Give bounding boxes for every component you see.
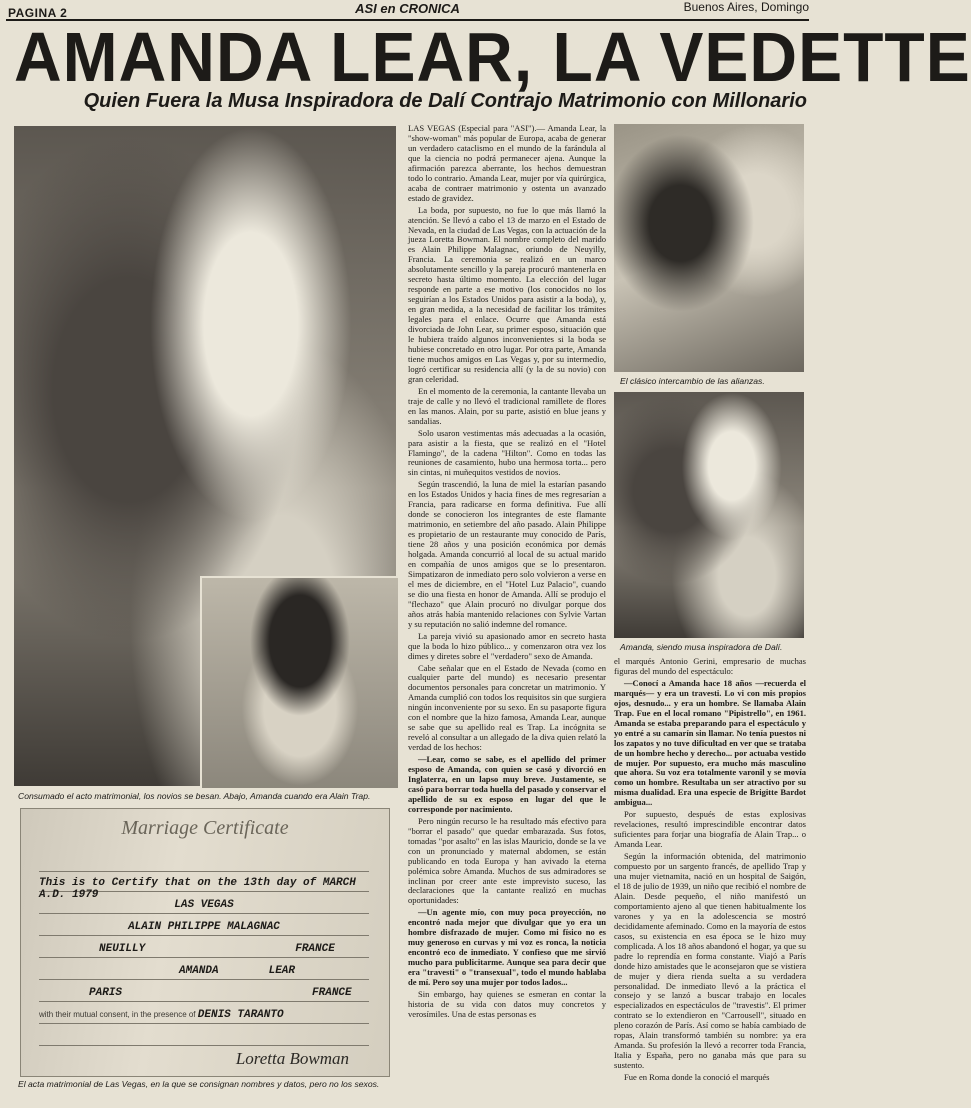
article-paragraph: Fue en Roma donde la conoció el marqués <box>624 1072 770 1083</box>
article-paragraph: LAS VEGAS (Especial para "ASI").— Amanda Lear, la "show-woman" más popular de Europa, acaba de generar un verdadero cataclismo en el mundo de la farándula al que la ciencia no podrá permanecer ajena. Aunque la afirmación parezca aberrante, los hechos demuestran todo lo contrario. Amanda Lear, mujer por vía quirúrgica, acaba de contraer matrimonio y ostenta un avanzado estado de gravidez. <box>408 123 606 203</box>
article-quote: —Lear, como se sabe, es el apellido del primer esposo de Amanda, con quien se casó y divorció en Inglaterra, en un lapso muy breve. Justamente, se casó para borrar toda huella del pasado y conservar el apellido de su ex esposo en lugar del que le corresponde por nacimiento. <box>408 754 606 814</box>
certificate-witness: DENIS TARANTO <box>197 1009 284 1021</box>
dateline: Buenos Aires, Domingo <box>683 0 809 14</box>
page-number: PAGINA 2 <box>8 6 68 20</box>
certificate-line <box>39 987 369 1002</box>
subheadline: Quien Fuera la Musa Inspiradora de Dalí Contrajo Matrimonio con Millonario <box>83 90 807 112</box>
certificate-line <box>39 1031 369 1046</box>
certificate-bride: AMANDA <box>179 965 219 977</box>
certificate-caption: El acta matrimonial de Las Vegas, en la que se consignan nombres y datos, pero no los sexos. <box>18 1079 380 1089</box>
certificate-groom-country: FRANCE <box>295 943 335 955</box>
article-quote: —Conocí a Amanda hace 18 años —recuerda el marqués— y era un travesti. Lo vi con mis propios ojos, desnudo... y era un hombre. Se llamaba Alain Trap. Fue en el local romano "Pipistrello", en 1961. Amanda se estaba preparando para el espectáculo y yo entré a su camarín sin llamar. No tenía puestos ni los zapatos y no tuve dificultad en ver que se trataba de un hombre hecho y derecho... por actuaba vestido de mujer. Por supuesto, era mucho más masculino que ahora. Su voz era totalmente varonil y se movía como un hombre. Resultaba un ser atractivo por su misma dualidad. Era una especie de Brigitte Bardot ambigua... <box>614 677 806 808</box>
article-paragraph: el marqués Antonio Gerini, empresario de muchas figuras del mundo del espectáculo: <box>614 656 806 676</box>
certificate-title: Marriage Certificate <box>121 817 289 839</box>
certificate-bride-surname: LEAR <box>268 965 296 977</box>
article-paragraph: Pero ningún recurso le ha resultado más efectivo para "borrar el pasado" que quedar embarazada. Sus fotos, tomadas "por asalto" en las islas Mauricio, donde se la ve con un pronunciado y maternal abdomen, se están publicando en toda Europa y han avivado la eterna polémica sobre Amanda. Muchos de sus admiradores se inclinan por creer ante este imprevisto suceso, las declaraciones que la cantante realizó en muchas oportunidades: <box>408 815 606 906</box>
certificate-line <box>39 877 369 901</box>
article-column-1 <box>408 124 606 1106</box>
rings-exchange-photo <box>614 124 804 372</box>
certificate-line <box>39 943 369 958</box>
publication-name: ASI en CRONICA <box>355 1 460 16</box>
certificate-groom: ALAIN PHILIPPE MALAGNAC <box>128 921 280 933</box>
dali-muse-photo <box>614 392 804 638</box>
certificate-line <box>39 857 369 872</box>
rings-photo-caption: El clásico intercambio de las alianzas. <box>620 376 765 386</box>
alain-trap-portrait-photo <box>200 576 400 790</box>
certificate-line <box>39 899 369 914</box>
article-paragraph: Solo usaron vestimentas más adecuadas a la ocasión, para asistir a la fiesta, que se realizó en el "Hotel Flamingo", de la cadena "Hilton". Como en todas las reuniones de casamiento, hubo una hermosa torta... pero sin cintas, ni muñequitos vestidos de novios. <box>408 427 606 478</box>
article-paragraph: En el momento de la ceremonia, la cantante llevaba un traje de calle y no llevó el tradicional ramillete de flores en las manos. Alain, por su parte, asistió en blue jeans y sandalias. <box>408 385 606 426</box>
article-paragraph: Según la información obtenida, del matrimonio compuesto por un sargento francés, de apellido Trap y una mujer vietnamita, nació en un hospital de Saigón, el 18 de julio de 1939, un niño que recibió el nombre de Alain. Desde pequeño, el niño manifestó un comportamiento ajeno al que tienen habitualmente los varones y ya en la adolescencia se mostró decididamente afeminado. Como en la mayoría de estos casos, su existencia en esa época se le hizo muy complicada. A los 18 años abandonó el hogar, ya que su padre lo reprendía en forma constante. Viajó a París donde hizo amistades que le aconsejaron que se vistiera de mujer y diera rienda suelta a su verdadera personalidad. De inmediato llevó a la práctica el consejo y se lanzó a buscar trabajo en locales especializados en espectáculos de "travestis". El primer contrato se lo extendieron en "Carrousell", situado en pleno corazón de París. Así como se había cambiado de ropas, Alain transformó también su nombre: ya era Amanda. Su profesión la llevó a recorrer toda Francia, Italia y España, pero no ganaba más que para su sustento. <box>614 851 806 1071</box>
certificate-witness-line: with their mutual consent, in the presence of <box>39 1010 196 1019</box>
dali-photo-caption: Amanda, siendo musa inspiradora de Dalí. <box>620 642 783 652</box>
certificate-bride-city: PARIS <box>89 987 123 999</box>
certificate-place: LAS VEGAS <box>174 899 234 911</box>
article-paragraph: La pareja vivió su apasionado amor en secreto hasta que la boda lo hizo público... y comenzaron otra vez los dimes y diretes sobre el "verdadero" sexo de Amanda. <box>408 630 606 661</box>
article-column-2 <box>614 657 806 1106</box>
certificate-date: This is to Certify that on the 13th day of MARCH A.D. 1979 <box>39 877 356 901</box>
certificate-line <box>39 921 369 936</box>
article-paragraph: Sin embargo, hay quienes se esmeran en contar la historia de su vida con datos muy concretos y verosímiles. Una de estas personas es <box>408 989 606 1019</box>
article-paragraph: La boda, por supuesto, no fue lo que más llamó la atención. Se llevó a cabo el 13 de marzo en el Estado de Nevada, en la ciudad de Las Vegas, con la actuación de la jueza Loretta Bowman. El nombre completo del marido es Alain Philippe Malagnac, oriundo de Neuyilly, Francia. La ceremonia se realizó en un marco absolutamente sencillo y la pareja procuró mantenerla en secreto hasta último momento. La elección del lugar responde en parte a ese motivo (los conocidos no los seguirían a los Estados Unidos para asistir a la boda), y, en gran medida, a la necesidad de facilitar los trámites legales para el enlace. Ocurre que Amanda está divorciada de John Lear, su primer esposo, situación que le hubiera traído algunos inconvenientes si la boda se hubiese concretado en otro lugar. Por otra parte, Amanda tiene muchos amigos en Las Vegas y, por su intermedio, logró certificar su residencia allí (y la de su novio) con gran celeridad. <box>408 204 606 384</box>
certificate-signature: Loretta Bowman <box>235 1049 349 1068</box>
article-quote: —Un agente mío, con muy poca proyección, no encontró nada mejor que divulgar que yo era un hombre disfrazado de mujer. Como mi físico no es muy generoso en curvas y mi voz es ronca, la noticia encontró eco de inmediato. Y confieso que me sirvió mucho para publicitarme. Aunque sea para decir que era "travesti" o "transexual", todo el mundo hablaba de mí. Pero soy una mujer por todos lados... <box>408 907 606 988</box>
headline: AMANDA LEAR, LA VEDETTE <box>14 17 971 96</box>
article-paragraph: Cabe señalar que en el Estado de Nevada (como en cualquier parte del mundo) es necesario presentar documentos personales para concretar un matrimonio. Y Amanda cumplió con todos los requisitos sin que surgiera ningún inconveniente por su sexo. En su pasaporte figura con el nombre que la hizo famosa, Amanda Lear, aunque se sabe que su apellido real es Trap. La incógnita se reveló al consultar a un allegado de la diva quien relató la verdad de los hechos: <box>408 662 606 753</box>
article-paragraph: Según trascendió, la luna de miel la estarían pasando en los Estados Unidos y hacia fines de mes regresarían a Francia, para radicarse en forma definitiva. Fue allí donde se conocieron los integrantes de este flamante matrimonio, en setiembre del año pasado. Alain Philippe es propietario de un restaurante muy conocido de París, tiene 28 años y una posición económica por demás holgada. Amanda concurrió al local de su actual marido en compañía de unos amigos que se lo presentaron. Simpatizaron de inmediato pero solo volvieron a verse en el mes de diciembre, en el "Hotel Luz Palacio", cuando se dio una fiesta en honor de Amanda. Allí se produjo el "flechazo" que Alain procuró no divulgar porque dos años atrás había mantenido relaciones con Sylvie Vartan y su reputación no salió indemne del romance. <box>408 479 606 629</box>
article-paragraph: Por supuesto, después de estas explosivas revelaciones, resultó imprescindible encontrar datos suficientes para forjar una biografía de Alain Trap... o Amanda Lear. <box>614 809 806 850</box>
marriage-certificate-image <box>20 808 390 1077</box>
certificate-bride-country: FRANCE <box>312 987 352 999</box>
certificate-line <box>39 1009 369 1024</box>
main-photo-caption: Consumado el acto matrimonial, los novios se besan. Abajo, Amanda cuando era Alain Trap. <box>18 791 371 801</box>
certificate-line <box>39 965 369 980</box>
certificate-groom-city: NEUILLY <box>99 943 146 955</box>
